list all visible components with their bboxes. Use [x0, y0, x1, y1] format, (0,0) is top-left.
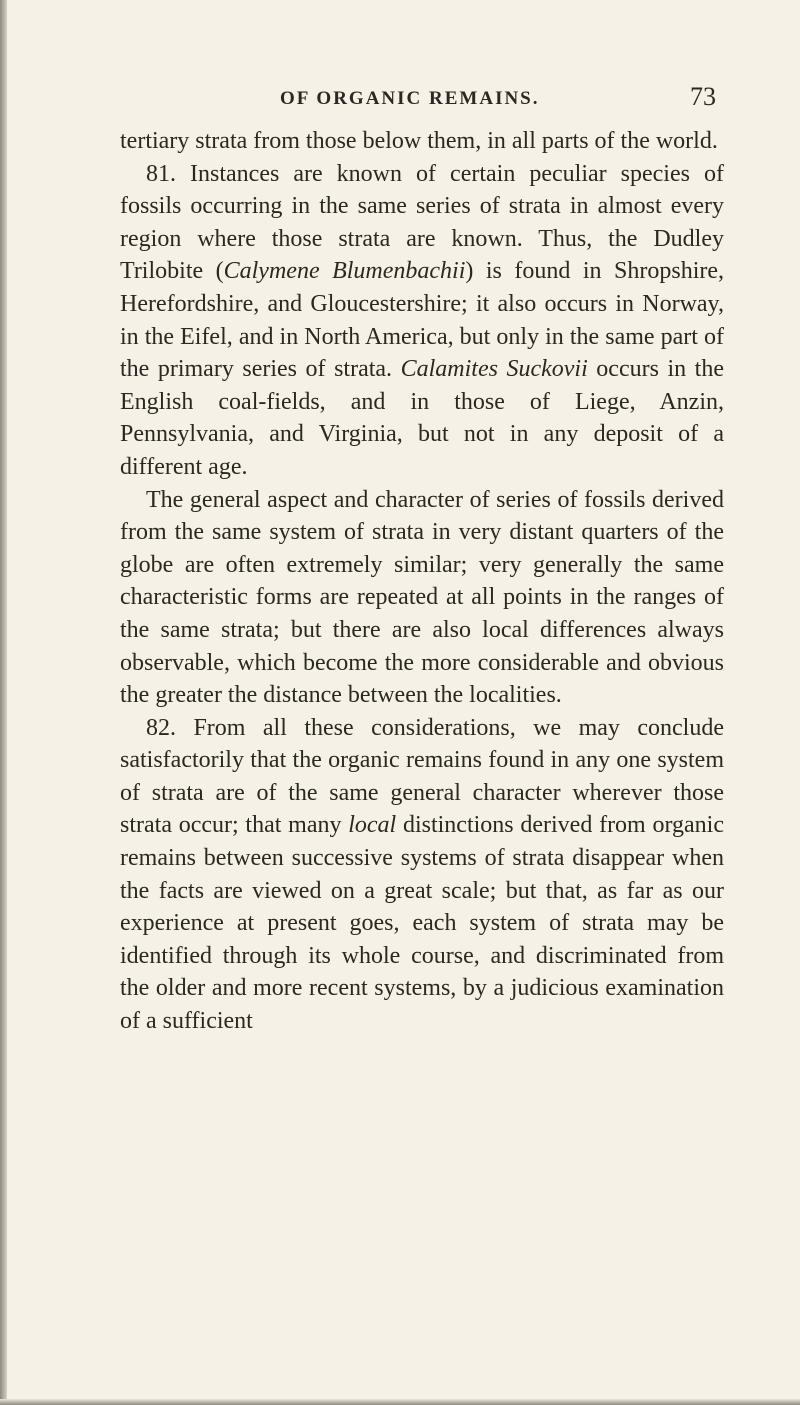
species-name-calymene: Calymene Blumenbachii [223, 258, 466, 285]
page-left-edge [0, 0, 7, 1405]
paragraph-general-aspect: The general aspect and character of series of fossils derived from the same system of strata in very distant quarters of the globe are often extremely similar; very generally the same characteristic forms are repeated at all points in the ranges of the same strata; but there are also local differences always observable, which become the more considerable and obvious the greater the distance between the localities. [120, 486, 724, 709]
text-run: 82. From all these considerations, we may conclude satisfactorily that the organic remains found in any one system of strata are of the same general character wherever those strata occur; that many [120, 714, 724, 839]
paragraph-continuation: tertiary strata from those below them, in all parts of the world. [120, 128, 718, 154]
text-run: occurs in the English coal-fields, and in those of Liege, Anzin, Pennsylvania, and Virginia, but not in any deposit of a different age. [120, 356, 725, 480]
page-header [0, 82, 800, 122]
paragraph-81 [120, 158, 724, 484]
body-text [120, 125, 724, 1038]
text-run: 81. Instances are known of certain peculiar species of fossils occurring in the same series of strata in almost every region where those strata are known. Thus, the Dudley Trilobite ( [120, 160, 724, 285]
text-run: distinctions derived from organic remains between successive systems of strata disappear when the facts are viewed on a great scale; but that, as far as our experience at present goes, each system of strata may be identified through its whole course, and discriminated from the older and more recent systems, by a judicious examination of a sufficient [120, 812, 724, 1035]
page-number: 73 [690, 82, 716, 111]
text-run: ) is found in Shropshire, Herefordshire, and Gloucestershire; it also occurs in Norway, in the Eifel, and in North America, but only in the same part of the primary series of strata. [120, 258, 725, 383]
paragraph-82 [120, 712, 724, 1038]
species-name-calamites: Calamites Suckovii [400, 356, 588, 383]
page-bottom-edge [0, 1399, 800, 1405]
running-head: OF ORGANIC REMAINS. [280, 88, 540, 109]
emphasis-local: local [348, 812, 397, 839]
